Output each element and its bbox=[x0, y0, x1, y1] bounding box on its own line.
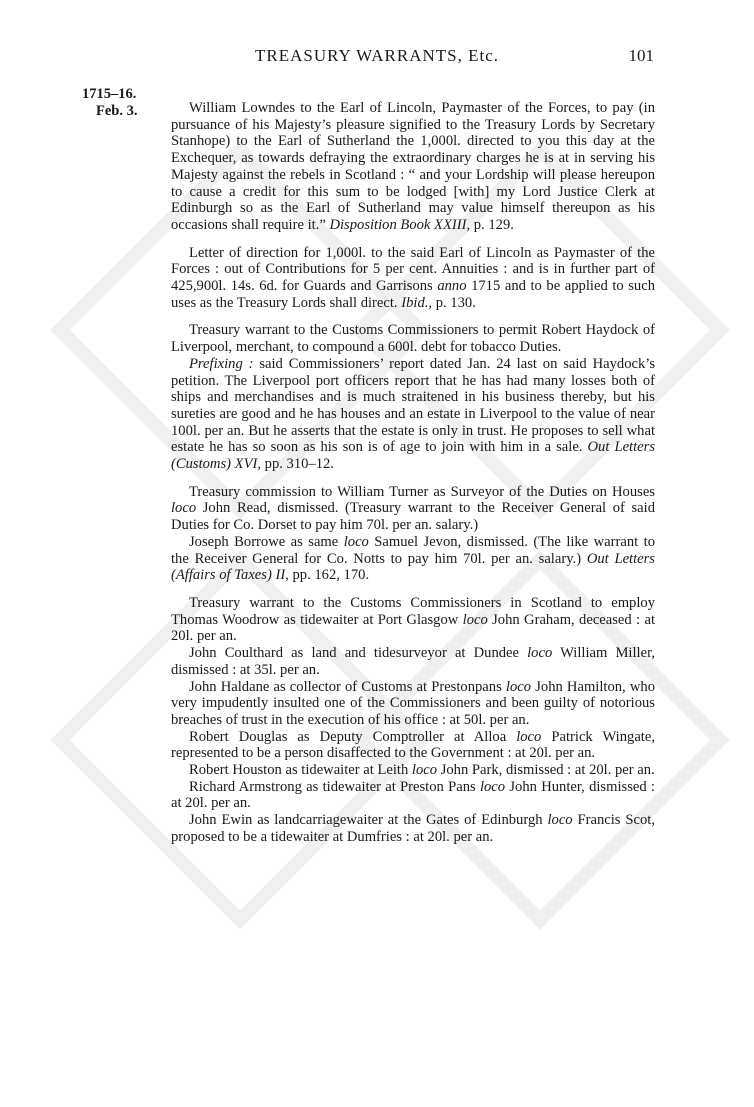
paragraph-text: Treasury commission to William Turner as Surveyor of the Duties on Houses bbox=[189, 483, 655, 500]
italic-text: loco bbox=[411, 762, 438, 779]
paragraph-text: said Commissioners’ report dated Jan. 24 last on said Haydock’s petition. The Liverpool port officers report that he has had many losses both of ships and merchandises and is much straitened in his business thereby, but his sureties are good and he has houses and an estate in Liverpool to the value of near 100l. per an. But he asserts that the estate is only in trust. He proposes to sell what estate he has so soon as his son is of age to join with him in a sale. bbox=[171, 355, 655, 456]
running-head: TREASURY WARRANTS, Etc. bbox=[254, 46, 500, 65]
italic-text: loco bbox=[343, 533, 369, 550]
italic-text: Out Letters (Customs) XVI, bbox=[171, 439, 656, 473]
paragraph bbox=[171, 595, 655, 645]
entry bbox=[171, 100, 655, 234]
page-header bbox=[0, 46, 754, 70]
paragraph-text: 1715 and to be applied to such uses as the Treasury Lords shall direct. bbox=[171, 278, 655, 311]
paragraph bbox=[171, 534, 655, 584]
entry bbox=[171, 245, 655, 312]
entry bbox=[171, 595, 655, 846]
paragraph-text: John Hamilton, who very impudently insulted one of the Commissioners and been guilty of notorious breaches of trust in the execution of his office : at 50l. per an. bbox=[171, 678, 655, 728]
paragraph-text: Francis Scot, proposed to be a tidewaiter at Dumfries : at 20l. per an. bbox=[171, 812, 656, 845]
italic-text: Out Letters (Affairs of Taxes) II, bbox=[171, 550, 655, 584]
paragraph bbox=[171, 645, 655, 678]
paragraph bbox=[171, 322, 655, 355]
paragraph-text: p. 130. bbox=[432, 294, 476, 311]
paragraph bbox=[171, 245, 655, 312]
paragraph-text: Treasury warrant to the Customs Commissioners to permit Robert Haydock of Liverpool, merchant, to compound a 600l. debt for tobacco Duties. bbox=[171, 322, 655, 356]
italic-text: loco bbox=[479, 778, 506, 795]
paragraph-text: John Graham, deceased : at 20l. per an. bbox=[171, 611, 655, 645]
paragraph bbox=[171, 762, 655, 779]
paragraph-text: John Ewin as landcarriagewaiter at the Gates of Edinburgh bbox=[189, 812, 548, 829]
paragraph bbox=[171, 679, 655, 729]
page-number: 101 bbox=[628, 46, 654, 65]
paragraph-text: p. 129. bbox=[470, 216, 514, 233]
paragraph-text: John Coulthard as land and tidesurveyor at Dundee bbox=[189, 645, 528, 662]
paragraph bbox=[171, 484, 655, 534]
paragraph-text: William Miller, dismissed : at 35l. per an. bbox=[171, 645, 656, 678]
margin-year: 1715–16. bbox=[82, 86, 137, 102]
margin-date bbox=[82, 86, 137, 120]
paragraph-text: Joseph Borrowe as same bbox=[189, 533, 344, 550]
paragraph bbox=[171, 812, 655, 845]
paragraph-text: John Read, dismissed. (Treasury warrant to the Receiver General of said Duties for Co. Dorset to pay him 70l. per an. salary.) bbox=[171, 500, 655, 534]
paragraph-text: Letter of direction for 1,000l. to the said Earl of Lincoln as Paymaster of the Forces : out of Contributions for 5 per cent. Annuities : and is in further part of 425,900l. 14s. 6d. for Guards and Garrisons bbox=[171, 244, 655, 295]
entry bbox=[171, 484, 655, 584]
paragraph-text: John Haldane as collector of Customs at Prestonpans bbox=[189, 678, 506, 695]
paragraph-text: John Park, dismissed : at 20l. per an. bbox=[437, 762, 655, 779]
paragraph-text: Robert Douglas as Deputy Comptroller at Alloa bbox=[189, 728, 517, 745]
italic-text: Prefixing : bbox=[189, 355, 254, 372]
document-body bbox=[171, 100, 655, 857]
italic-text: anno bbox=[437, 278, 467, 295]
paragraph-text: pp. 162, 170. bbox=[288, 567, 370, 584]
italic-text: loco bbox=[516, 728, 542, 745]
paragraph bbox=[171, 100, 655, 234]
paragraph-text: pp. 310–12. bbox=[261, 456, 334, 473]
paragraph bbox=[171, 356, 655, 473]
paragraph-text: John Hunter, dismissed : at 20l. per an. bbox=[171, 778, 655, 812]
paragraph-text: Richard Armstrong as tidewaiter at Preston Pans bbox=[189, 778, 480, 795]
paragraph bbox=[171, 779, 655, 812]
paragraph bbox=[171, 729, 655, 762]
paragraph-text: Samuel Jevon, dismissed. (The like warrant to the Receiver General for Co. Notts to pay him 70l. per an. salary.) bbox=[171, 533, 656, 567]
paragraph-text: William Lowndes to the Earl of Lincoln, Paymaster of the Forces, to pay (in pursuance of his Majesty’s pleasure signified to the Treasury Lords by Secretary Stanhope) to the Earl of Sutherland the 1,000l. directed to you this day at the Exchequer, as towards defraying the extraordinary charges he is at in serving his Majesty against the rebels in Scotland : “ and your Lordship will please hereupon to cause a credit for this sum to be lodged [with] my Lord Justice Clerk at Edinburgh so as the Earl of Sutherland may value himself thereupon as his occasions shall require it.” bbox=[171, 100, 655, 233]
italic-text: loco bbox=[505, 678, 532, 695]
italic-text: loco bbox=[527, 645, 553, 662]
paragraph-text: Robert Houston as tidewaiter at Leith bbox=[189, 762, 412, 779]
italic-text: Ibid., bbox=[401, 294, 433, 311]
italic-text: Disposition Book XXIII, bbox=[329, 216, 471, 233]
italic-text: loco bbox=[547, 812, 573, 829]
paragraph-text: Patrick Wingate, represented to be a person disaffected to the Government : at 20l. per an. bbox=[171, 728, 655, 762]
paragraph-text: Treasury warrant to the Customs Commissioners in Scotland to employ Thomas Woodrow as tidewaiter at Port Glasgow bbox=[171, 594, 655, 628]
entry bbox=[171, 322, 655, 472]
italic-text: loco bbox=[462, 611, 488, 628]
margin-day: Feb. 3. bbox=[96, 103, 138, 119]
italic-text: loco bbox=[171, 500, 197, 517]
